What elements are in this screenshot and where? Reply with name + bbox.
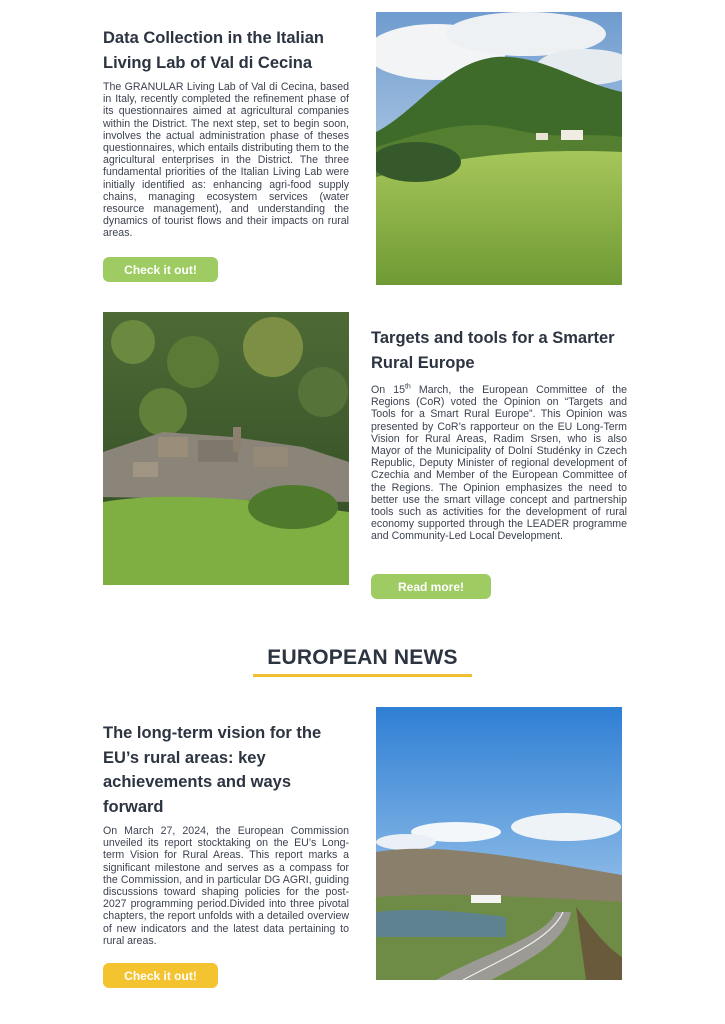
read-more-button[interactable]: Read more! xyxy=(371,574,491,599)
article-body: On 15th March, the European Committee of the Regions (CoR) voted the Opinion on “Targets and Tools for a Smart Rural Europe”. This Opinion was presented by CoR’s rapporteur on the EU Long-Term Vision for Rural Areas, Radim Srsen, who is also Mayor of the Municipality of Dolní Studénky in Czech Republic, Deputy Minister of regional development of Czechia and Member of the European Committee of the Regions. The Opinion emphasizes the need to better use the smart village concept and partnership tools such as activities for the development of rural economy supported through the LEADER programme and Community-Led Local Development. xyxy=(371,383,628,543)
article-body: On March 27, 2024, the European Commission unveiled its report stocktaking on the EU’s Long-term Vision for Rural Areas. This report marks a significant milestone and serves as a compass for the Commission, and in particular DG AGRI, guiding discussions toward shaping policies for the post-2027 programming period.Divided into three pivotal chapters, the report unfolds with a detailed overview of new indicators and the latest data pertaining to rural areas. xyxy=(103,825,349,947)
village-valley-photo xyxy=(103,312,349,585)
article-title: Targets and tools for a Smarter Rural Europe xyxy=(371,329,615,372)
hills-landscape-photo xyxy=(376,12,622,285)
article-title: Data Collection in the Italian Living Lab of Val di Cecina xyxy=(103,29,324,72)
rural-road-photo xyxy=(376,707,622,980)
section-underline xyxy=(253,674,472,677)
article-title: The long-term vision for the EU’s rural areas: key achievements and ways forward xyxy=(103,724,322,816)
section-title: EUROPEAN NEWS xyxy=(267,646,458,669)
article-body: The GRANULAR Living Lab of Val di Cecina, based in Italy, recently completed the refinement phase of its questionnaires aimed at agricultural companies within the District. The next step, set to begin soon, involves the actual administration phase of theses questionnaires, which entails distributing them to the agricultural enterprises in the District. The three fundamental priorities of the Italian Living Lab were initially identified as: enhancing agri-food supply chains, managing ecosystem services (water resource management), and understanding the dynamics of tourist flows and their impacts on rural areas. xyxy=(103,81,349,240)
check-it-out-button[interactable]: Check it out! xyxy=(103,257,218,282)
check-it-out-button[interactable]: Check it out! xyxy=(103,963,218,988)
